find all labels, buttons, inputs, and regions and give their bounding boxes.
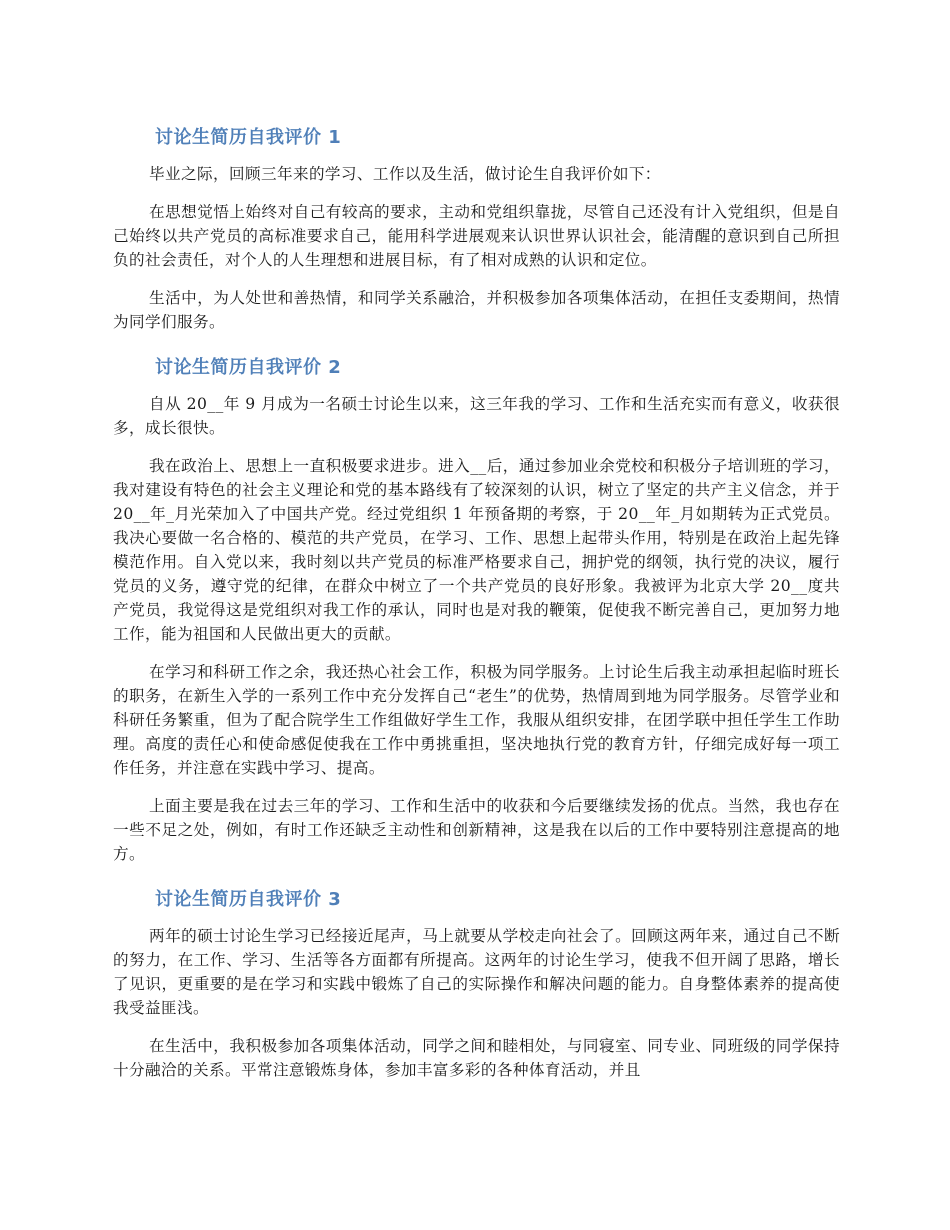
- section-title: 讨论生简历自我评价 2: [155, 357, 342, 378]
- paragraph: 上面主要是我在过去三年的学习、工作和生活中的收获和今后要继续发扬的优点。当然，我也存在一些不足之处，例如，有时工作还缺乏主动性和创新精神，这是我在以后的工作中要特别注意提高的地方。: [113, 797, 840, 863]
- section-3: [113, 880, 840, 1082]
- section-title: 讨论生简历自我评价 1: [155, 127, 342, 148]
- section-1: [113, 118, 840, 334]
- paragraph: 我在政治上、思想上一直积极要求进步。进入__后，通过参加业余党校和积极分子培训班的学习，我对建设有特色的社会主义理论和党的基本路线有了较深刻的认识，树立了坚定的共产主义信念，并于 20__年_月光荣加入了中国共产党。经过党组织 1 年预备期的考察，于 20__年_月如期转为正式党员。我决心要做一名合格的、模范的共产党员，在学习、工作、思想上起带头作用，特别是在政治上起先锋模范作用。自入党以来，我时刻以共产党员的标准严格要求自己，拥护党的纲领，执行党的决议，履行党员的义务，遵守党的纪律，在群众中树立了一个共产党员的良好形象。我被评为北京大学 20__度共产党员，我觉得这是党组织对我工作的承认，同时也是对我的鞭策，促使我不断完善自己，更加努力地工作，能为祖国和人民做出更大的贡献。: [113, 457, 840, 643]
- paragraph: 在学习和科研工作之余，我还热心社会工作，积极为同学服务。上讨论生后我主动承担起临时班长的职务，在新生入学的一系列工作中充分发挥自己“老生”的优势，热情周到地为同学服务。尽管学业和科研任务繁重，但为了配合院学生工作组做好学生工作，我服从组织安排，在团学联中担任学生工作助理。高度的责任心和使命感促使我在工作中勇挑重担，坚决地执行党的教育方针，仔细完成好每一项工作任务，并注意在实践中学习、提高。: [113, 663, 840, 777]
- section-2: [113, 348, 840, 866]
- paragraph: 毕业之际，回顾三年来的学习、工作以及生活，做讨论生自我评价如下：: [149, 165, 661, 183]
- section-title: 讨论生简历自我评价 3: [155, 889, 342, 910]
- document-page: [113, 118, 840, 1096]
- paragraph: 在生活中，我积极参加各项集体活动，同学之间和睦相处，与同寝室、同专业、同班级的同学保持十分融洽的关系。平常注意锻炼身体，参加丰富多彩的各种体育活动，并且: [113, 1037, 840, 1079]
- paragraph: 生活中，为人处世和善热情，和同学关系融洽，并积极参加各项集体活动，在担任支委期间，热情为同学们服务。: [113, 289, 840, 331]
- paragraph: 在思想觉悟上始终对自己有较高的要求，主动和党组织靠拢，尽管自己还没有计入党组织，但是自己始终以共产党员的高标准要求自己，能用科学进展观来认识世界认识社会，能清醒的意识到自己所担负的社会责任，对个人的人生理想和进展目标，有了相对成熟的认识和定位。: [113, 203, 840, 269]
- paragraph: 两年的硕士讨论生学习已经接近尾声，马上就要从学校走向社会了。回顾这两年来，通过自己不断的努力，在工作、学习、生活等各方面都有所提高。这两年的讨论生学习，使我不但开阔了思路，增长了见识，更重要的是在学习和实践中锻炼了自己的实际操作和解决问题的能力。自身整体素养的提高使我受益匪浅。: [113, 927, 840, 1017]
- paragraph: 自从 20__年 9 月成为一名硕士讨论生以来，这三年我的学习、工作和生活充实而有意义，收获很多，成长很快。: [113, 395, 840, 437]
